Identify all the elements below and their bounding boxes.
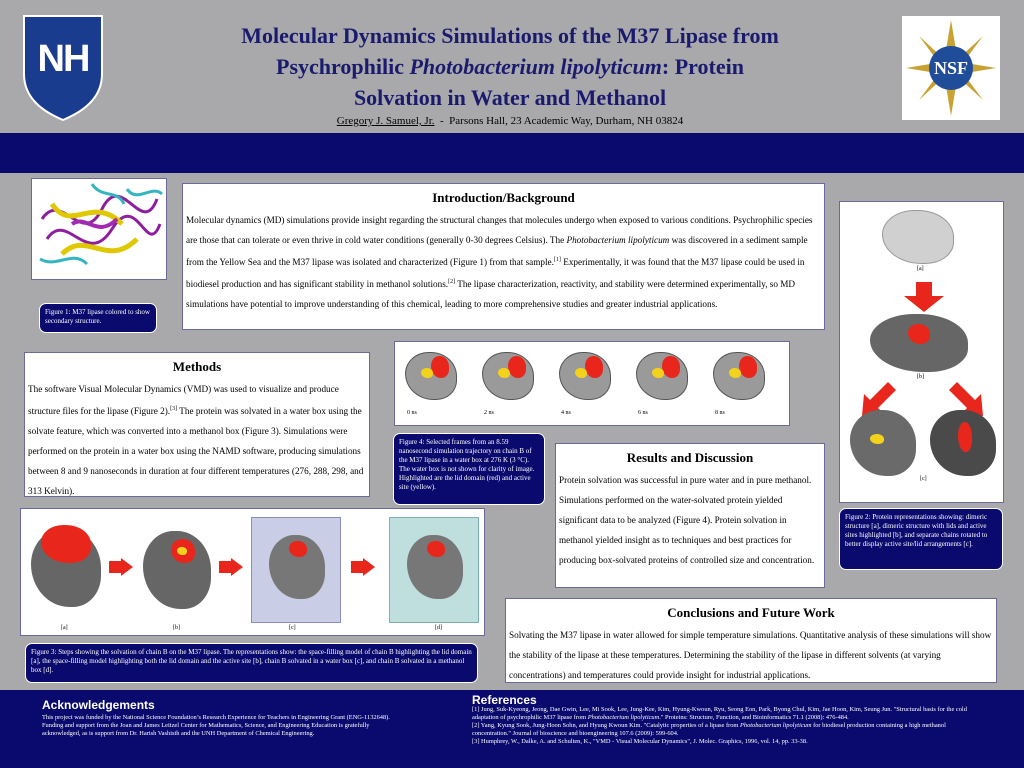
- fig4-frame-label: 6 ns: [638, 410, 648, 416]
- acknowledgements-text: This project was funded by the National Science Foundation’s Research Experience for Teachers in Engineering Grant (ENG-1132648). Funding and support from the Joan and James Leitzel Center for Mathematics, Science, and Engineering Education is gratefully acknowledged, as is support from Dr. Harish Vashisth and the UNH Department of Chemical Engineering.: [42, 714, 390, 737]
- methods-text-b: The protein was solvated in a water box using the solvate feature, which was converted into a methanol box (Figure 3). Simulations were performed on the protein in a water box using the NAMD software, producing simulations between 8 and 9 nanoseconds in duration at four different temperatures (276, 288, 298, and 313 Kelvin).: [28, 406, 364, 497]
- title-line-2-start: Psychrophilic: [276, 54, 410, 79]
- fig2-label-c: [c]: [920, 476, 927, 482]
- fig4-frame-active-site: [729, 368, 741, 378]
- title-line-3: Solvation in Water and Methanol: [353, 85, 667, 110]
- intro-species: Photobacterium lipolyticum: [566, 235, 670, 245]
- figure1-image: [31, 178, 167, 280]
- fig4-frame-label: 2 ns: [484, 410, 494, 416]
- reference-2-b: for biodiesel production containing a high methanol concentration." Journal of bioscience and bioengineering 107.6 (2009): 599-604.: [472, 722, 946, 737]
- fig3-arrow3-stem: [351, 561, 363, 573]
- fig2-label-a: [a]: [917, 266, 924, 272]
- intro-text-b: was discovered in a sediment sample from the Yellow Sea and the M37 lipase was isolated and characterized (Figure 1) from that sample.: [186, 235, 808, 268]
- fig4-frame-label: 4 ns: [561, 410, 571, 416]
- figure3-image: [20, 508, 485, 636]
- fig3-arrow2-head: [231, 558, 243, 576]
- reference-3: [3] Humphrey, W., Dalke, A. and Schulten, K., "VMD - Visual Molecular Dynamics", J. Molec. Graphics, 1996, vol. 14, pp. 33-38.: [472, 738, 808, 745]
- conclusions-heading: Conclusions and Future Work: [667, 605, 835, 620]
- title-line-2: [170, 51, 850, 82]
- fig3-active-b: [177, 547, 187, 555]
- reference-2-species: Photobacterium lipolyticum: [739, 722, 812, 729]
- fig4-frame-lid: [662, 356, 680, 378]
- poster-footer: [0, 690, 1024, 768]
- results-panel: [555, 443, 825, 588]
- fig2-arrow-down-head: [904, 296, 944, 312]
- fig3-label-d: [d]: [435, 625, 442, 631]
- methods-heading: Methods: [172, 359, 222, 374]
- fig3-label-c: [c]: [289, 625, 296, 631]
- intro-ref2: [2]: [448, 279, 456, 286]
- reference-1: [472, 706, 982, 722]
- fig3-arrow1-head: [121, 558, 133, 576]
- intro-ref1: [1]: [553, 257, 561, 263]
- reference-1-species: Photobacterium lipolyticum: [587, 714, 660, 721]
- nsf-logo: [902, 16, 1000, 120]
- reference-1-a: [1] Jung, Suk-Kyeong, Jeong, Dae Gwin, Lee, Mi Sook, Lee, Jung-Kee, Kim, Hyung-Kwoun, Ryu, Seong Eon, Park, Byong Chul, Kim, Jae Hoon, Kim, Seung Jun. "Structural basis for the cold adaptation of psychrophilic M37 lipase from: [472, 706, 967, 721]
- fig4-frame-label: 8 ns: [715, 410, 725, 416]
- intro-text-c: Experimentally, it was found that the M37 lipase could be used in biodiesel production and has significant stability in methanol solutions.: [186, 257, 805, 290]
- fig2-chain-a-active: [870, 434, 884, 444]
- fig3-label-b: [b]: [173, 625, 180, 631]
- unh-logo: [22, 14, 104, 122]
- fig4-frame-active-site: [652, 368, 664, 378]
- fig3-lid-d: [427, 541, 445, 557]
- reference-1-b: ." Proteins: Structure, Function, and Bioinformatics 71.1 (2008): 476-484.: [659, 714, 849, 721]
- fig4-frame-active-site: [575, 368, 587, 378]
- title-line-1: Molecular Dynamics Simulations of the M37 Lipase from: [241, 23, 779, 48]
- fig4-frame-lid: [739, 356, 757, 378]
- conclusions-panel: [505, 598, 997, 683]
- fig2-dimer-a: [882, 210, 954, 264]
- poster-title: [170, 20, 850, 113]
- intro-text: [186, 210, 821, 314]
- fig3-lid-c: [289, 541, 307, 557]
- figure4-image: [394, 341, 790, 426]
- title-species: Photobacterium lipolyticum: [409, 54, 662, 79]
- fig2-chain-a: [850, 410, 916, 476]
- figure2-image: [839, 201, 1004, 503]
- acknowledgements: [42, 698, 392, 738]
- conclusions-text: Solvating the M37 lipase in water allowed for simple temperature simulations. Quantitative analysis of these simulations will show the stability of the lipase at these temperatures. Determining the stability of the lipase in different solvents (at varying concentrations) and temperatures could provide insight for industrial applications.: [509, 630, 992, 680]
- author-line: [170, 115, 850, 127]
- acknowledgements-heading: Acknowledgements: [42, 698, 155, 712]
- fig4-frame-lid: [585, 356, 603, 378]
- lipase-ribbon-icon: [32, 179, 166, 279]
- fig3-arrow3-head: [363, 558, 375, 576]
- fig2-chain-b-lid: [958, 422, 972, 452]
- figure4-caption: Figure 4: Selected frames from an 8.59 nanosecond simulation trajectory on chain B of the M37 lipase in a water box at 276 K (3 °C). The water box is not shown for clarity of image. Highlighted are the lid domain (red) and active site (yellow).: [393, 433, 545, 505]
- methods-text: [28, 379, 366, 501]
- fig4-frame-label: 0 ns: [407, 410, 417, 416]
- fig3-arrow1-stem: [109, 561, 121, 573]
- methods-ref: [3]: [170, 406, 178, 412]
- author-name: Gregory J. Samuel, Jr.: [336, 115, 435, 127]
- fig4-frame-lid: [431, 356, 449, 378]
- figure3-caption: Figure 3: Steps showing the solvation of chain B on the M37 lipase. The representations show: the space-filling model of chain B highlighting the lid domain [a], the space-filling model highlighting both the lid domain and the active site [b], chain B solvated in a water box [c], and chain B solvated in a methanol box [d].: [25, 643, 478, 683]
- header-band: [0, 133, 1024, 173]
- figure2-caption: Figure 2: Protein representations showing: dimeric structure [a], dimeric structure with lids and active sites highlighted [b], and separate chains rotated to better display active site/lid arrangements [c].: [839, 508, 1003, 570]
- reference-2-a: [2] Yang, Kyung Sook, Jung-Hoon Sohn, and Hyung Kwoun Kim. "Catalytic properties of a lipase from: [472, 722, 740, 729]
- intro-text-d: The lipase characterization, reactivity, and stability were determined experimentally, so MD simulations have potential to improve understanding of this chemical, leading to more comprehensive studies and greater industrial applications.: [186, 279, 796, 310]
- reference-2: [472, 722, 982, 738]
- author-address: - Parsons Hall, 23 Academic Way, Durham, NH 03824: [434, 115, 684, 127]
- methods-text-a: The software Visual Molecular Dynamics (VMD) was used to visualize and produce structure files for the lipase (Figure 2).: [28, 384, 339, 417]
- intro-panel: [182, 183, 825, 330]
- nsf-logo-text: NSF: [933, 58, 968, 78]
- fig3-arrow2-stem: [219, 561, 231, 573]
- results-text: Protein solvation was successful in pure water and in pure methanol. Simulations performed on the water-solvated protein yielded significant data to be analyzed (Figure 4). Protein solvation in methanol yielded insight as to techniques and best practices for producing box-solvated proteins of controlled size and concentration.: [559, 475, 815, 565]
- references-heading: References: [472, 693, 537, 707]
- fig4-frame-active-site: [498, 368, 510, 378]
- fig4-frame-active-site: [421, 368, 433, 378]
- figure1-caption: Figure 1: M37 lipase colored to show secondary structure.: [39, 303, 157, 333]
- unh-logo-text: NH: [37, 38, 89, 80]
- references: [472, 693, 982, 746]
- fig2-lid-b: [908, 324, 930, 344]
- fig3-label-a: [a]: [61, 625, 68, 631]
- intro-text-a: Molecular dynamics (MD) simulations provide insight regarding the structural changes that molecules undergo when exposed to various conditions. Psychrophilic species are those that can tolerate or even thrive in cold water conditions (generally 0-30 degrees Celsius). The: [186, 215, 813, 245]
- fig2-label-b: [b]: [917, 374, 924, 380]
- methods-panel: [24, 352, 370, 497]
- intro-heading: Introduction/Background: [432, 190, 575, 205]
- title-line-2-end: : Protein: [661, 54, 744, 79]
- results-heading: Results and Discussion: [626, 450, 754, 465]
- fig2-arrow-down-stem: [916, 282, 932, 296]
- fig4-frame-lid: [508, 356, 526, 378]
